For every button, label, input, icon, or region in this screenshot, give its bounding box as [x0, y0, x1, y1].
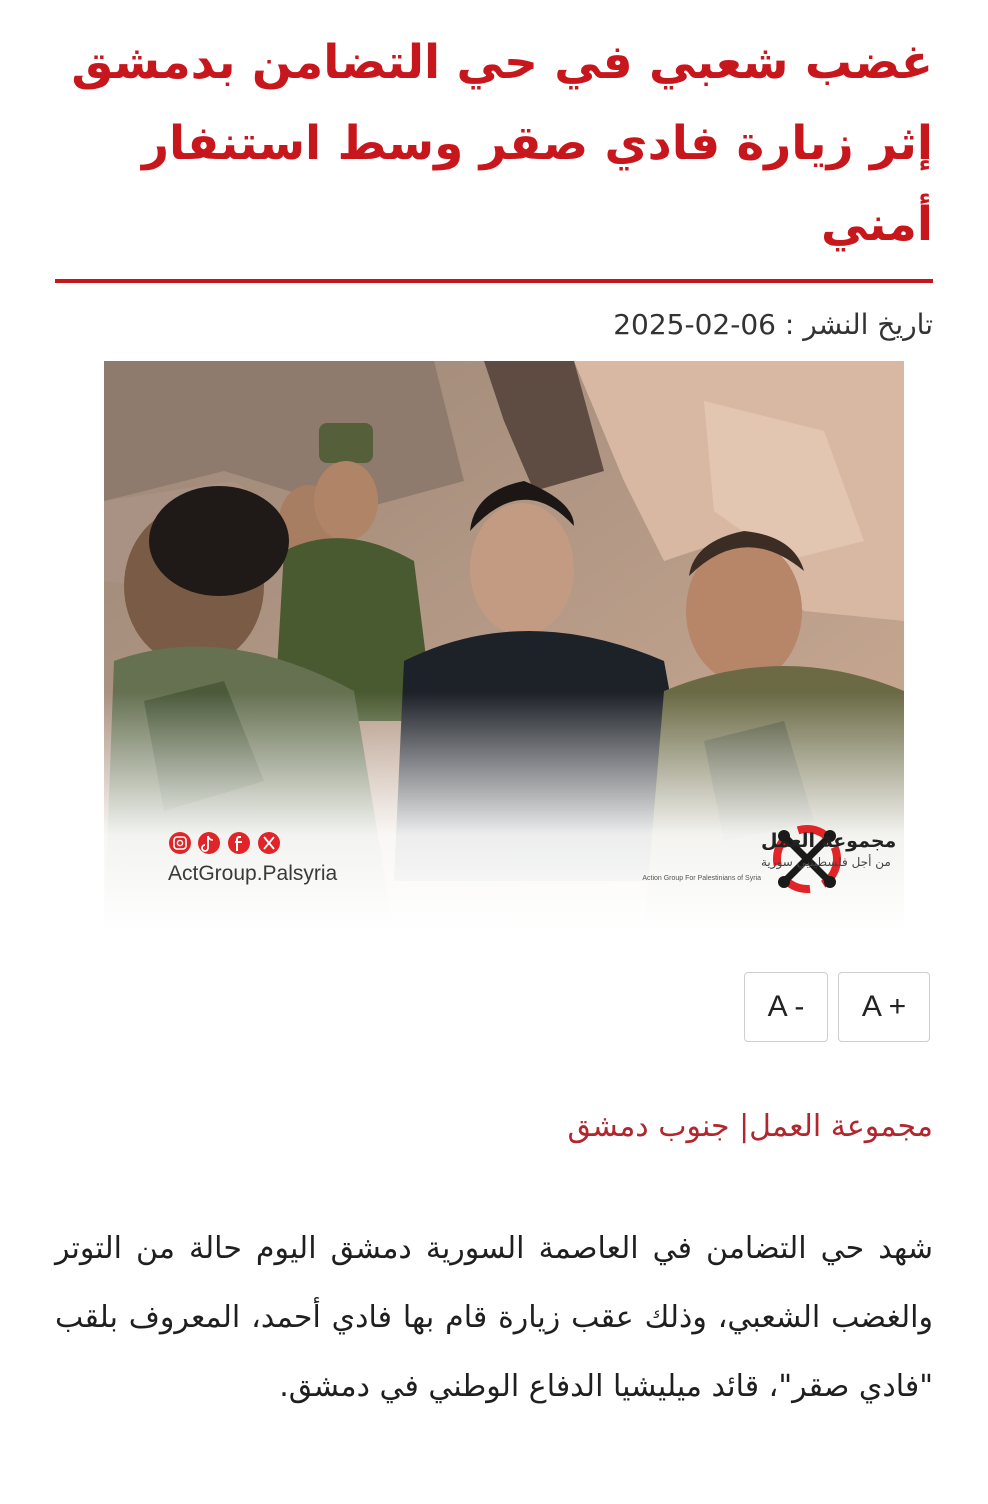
org-english: Action Group For Palestinians of Syria	[642, 875, 761, 882]
title-divider	[55, 279, 933, 283]
tiktok-icon	[198, 832, 220, 854]
org-subtitle: من أجل فلسطينيي سورية	[761, 855, 891, 869]
x-icon	[258, 832, 280, 854]
font-size-controls	[744, 972, 934, 1044]
increase-font-button[interactable]: A +	[838, 972, 930, 1042]
facebook-icon	[228, 832, 250, 854]
article-body: شهد حي التضامن في العاصمة السورية دمشق اليوم حالة من التوتر والغضب الشعبي، وذلك عقب زيارة قام بها فادي أحمد، المعروف بلقب "فادي صقر"، قائد ميليشيا الدفاع الوطني في دمشق.	[55, 1231, 933, 1404]
publish-date-label: تاريخ النشر :	[784, 308, 933, 341]
article-source: مجموعة العمل| جنوب دمشق	[567, 1109, 933, 1144]
org-name: مجموعة العمل	[761, 830, 897, 852]
decrease-font-button[interactable]: A -	[744, 972, 828, 1042]
article-title: غضب شعبي في حي التضامن بدمشق إثر زيارة فادي صقر وسط استنفار أمني	[71, 35, 933, 252]
instagram-icon	[169, 832, 191, 854]
image-handle: ActGroup.Palsyria	[168, 862, 338, 885]
article-header	[55, 0, 933, 345]
publish-date-value: 2025-02-06	[613, 308, 776, 341]
publish-date	[55, 305, 933, 345]
article-image	[104, 361, 904, 932]
